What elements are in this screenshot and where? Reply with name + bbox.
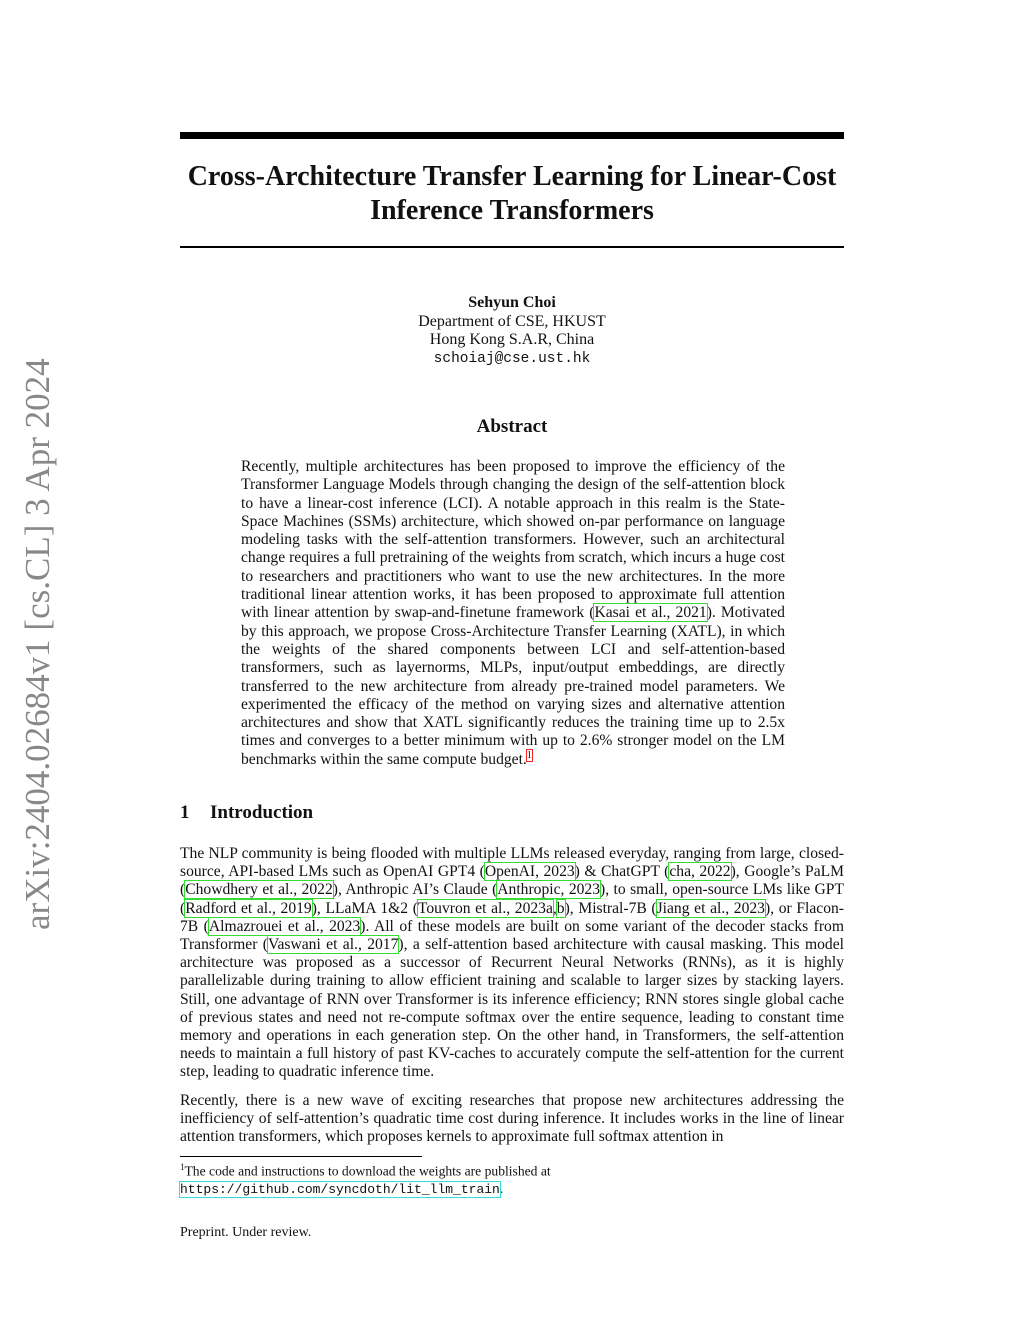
citation-link[interactable]: Touvron et al., 2023a [417, 899, 553, 917]
citation-link[interactable]: Chowdhery et al., 2022 [185, 881, 333, 899]
citation-link[interactable]: b [556, 899, 565, 917]
citation-link[interactable]: Almazrouei et al., 2023 [208, 917, 361, 935]
paragraph-text: ), or Flacon-7B ( [180, 899, 844, 935]
citation-link[interactable]: Radford et al., 2019 [185, 899, 312, 917]
paragraph-text: The NLP community is being flooded with multiple LLMs released everyday, ranging from large, closed-source, API-based LMs such as OpenAI GPT4 ( [180, 845, 844, 881]
intro-paragraph [180, 845, 844, 1082]
citation-link[interactable]: cha, 2022 [669, 863, 731, 881]
paragraph-text: ), a self-attention based architecture with causal masking. This model architecture was proposed as a successor of Recurrent Neural Networks (RNNs), as it is highly parallelizable during training to allow efficient training and scalable to larger sizes by stacking layers. Still, one advantage of RNN over Transformer is its inference efficiency; RNN stores single global cache of previous states and need not re-compute softmax over the entire sequence, leading to constant time memory and operations in each generation step. On the other hand, in Transformers, the self-attention needs to maintain a full history of past KV-caches to accurately compute the self-attention for the current step, leading to quadratic inference time. [180, 936, 844, 1081]
title-bottom-rule [180, 246, 844, 248]
paper-title: Cross-Architecture Transfer Learning for Linear-Cost Inference Transformers [187, 161, 837, 226]
section-heading-introduction [180, 802, 313, 824]
citation-link[interactable]: Anthropic, 2023 [497, 881, 601, 899]
footnote [180, 1159, 844, 1198]
paragraph-text: ), Anthropic AI’s Claude ( [332, 881, 498, 899]
footnote-text-end: . [499, 1180, 504, 1196]
author-block [180, 294, 844, 368]
citation-link[interactable]: OpenAI, 2023 [484, 863, 575, 881]
abstract-body [241, 458, 785, 769]
preprint-notice: Preprint. Under review. [180, 1225, 312, 1240]
author-name: Sehyun Choi [468, 294, 556, 311]
citation-link[interactable]: Jiang et al., 2023 [656, 899, 765, 917]
paragraph-text: ) & ChatGPT ( [574, 863, 670, 881]
paragraph-text: , [552, 899, 557, 917]
code-url-link[interactable]: https://github.com/syncdoth/lit_llm_train [180, 1181, 500, 1197]
title-top-rule [180, 132, 844, 139]
paragraph-text: ), LLaMA 1&2 ( [311, 899, 418, 917]
section-number: 1 [180, 802, 190, 823]
author-email: schoiaj@cse.ust.hk [433, 350, 591, 367]
paragraph-text: ), Mistral-7B ( [564, 899, 657, 917]
intro-paragraph: Recently, there is a new wave of exciting researches that propose new architectures addressing the inefficiency of self-attention’s quadratic time cost during inference. It includes works in the line of linear attention transformers, which proposes kernels to approximate full softmax attention in [180, 1092, 844, 1146]
footnote-link[interactable]: 1 [526, 749, 532, 761]
abstract-text: ). Motivated by this approach, we propose Cross-Architecture Transfer Learning (XATL), in which the weights of the shared components between LCI and self-attention-based transformers, such as layernorms, MLPs, input/output embeddings, are directly transferred to the new architecture from already pre-trained model parameters. We experimented the efficacy of the method on varying sizes and alternative attention architectures and show that XATL significantly reduces the training time up to 2.5x times and converges to a better minimum with up to 2.6% stronger model on the LM benchmarks within the same compute budget. [241, 604, 785, 768]
abstract-text: Recently, multiple architectures has been proposed to improve the efficiency of the Transformer Language Models through changing the design of the self-attention block to have a linear-cost inference (LCI). A notable approach in this realm is the State-Space Machines (SSMs) architecture, which showed on-par performance on language modeling tasks with the self-attention transformers. However, such an architectural change requires a full pretraining of the weights from scratch, which incurs a huge cost to researchers and practitioners who want to use the new architectures. In the more traditional linear attention works, it has been proposed to approximate full attention with linear attention by swap-and-finetune framework ( [241, 458, 785, 622]
author-location: Hong Kong S.A.R, China [429, 331, 595, 348]
section-title: Introduction [210, 802, 314, 823]
footnote-text: The code and instructions to download the weights are published at [184, 1163, 551, 1179]
arxiv-sidebar-stamp: arXiv:2404.02684v1 [cs.CL] 3 Apr 2024 [18, 358, 57, 930]
citation-link[interactable]: Kasai et al., 2021 [594, 604, 707, 622]
author-affiliation: Department of CSE, HKUST [418, 312, 606, 330]
paragraph-text: ). All of these models are built on some variant of the decoder stacks from Transformer ( [180, 917, 844, 954]
footnote-mark: 1 [180, 1162, 185, 1172]
citation-link[interactable]: Vaswani et al., 2017 [267, 936, 399, 954]
paragraph-text: ), to small, open-source LMs like GPT ( [180, 881, 844, 917]
abstract-heading: Abstract [476, 416, 548, 437]
footnote-rule [180, 1156, 422, 1157]
paragraph-text: ), Google’s PaLM ( [180, 863, 845, 899]
